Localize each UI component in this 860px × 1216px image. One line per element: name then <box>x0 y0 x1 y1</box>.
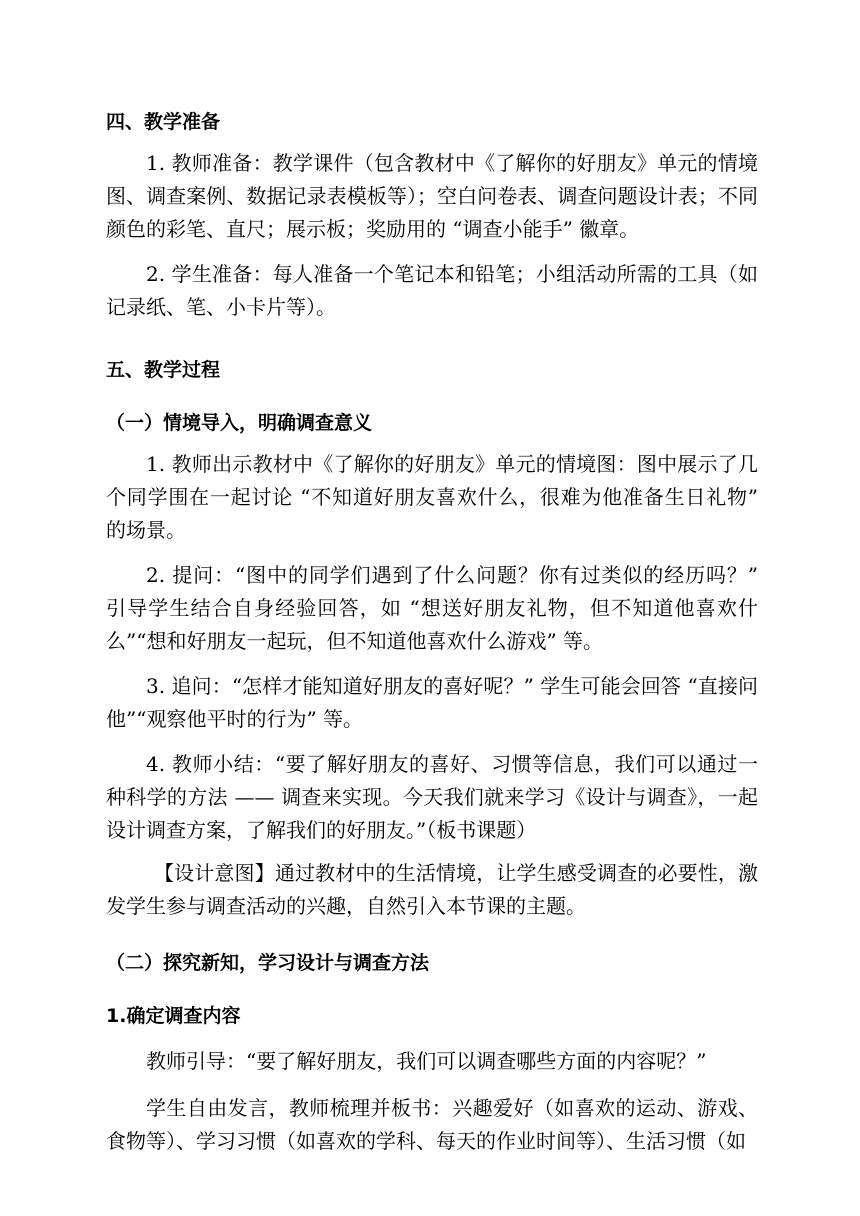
document-page <box>106 96 758 1158</box>
paragraph-intro-3: 3. 追问：“怎样才能知道好朋友的喜好呢？” 学生可能会回答 “直接问他”“观察他平时的行为” 等。 <box>106 674 758 731</box>
section-heading-process: 五、教学过程 <box>106 359 221 381</box>
paragraph-explore-2: 学生自由发言，教师梳理并板书：兴趣爱好（如喜欢的运动、游戏、食物等）、学习习惯（如喜欢的学科、每天的作业时间等）、生活习惯（如 <box>106 1096 758 1153</box>
subsection-heading-explore: （二）探究新知，学习设计与调查方法 <box>106 952 430 974</box>
paragraph-design-intent: 【设计意图】通过教材中的生活情境，让学生感受调查的必要性，激发学生参与调查活动的兴趣，自然引入本节课的主题。 <box>106 861 758 918</box>
subsection-heading-intro: （一）情境导入，明确调查意义 <box>106 412 373 434</box>
paragraph-student-preparation: 2. 学生准备：每人准备一个笔记本和铅笔；小组活动所需的工具（如记录纸、笔、小卡片等）。 <box>106 262 758 319</box>
section-heading-preparation: 四、教学准备 <box>106 111 221 133</box>
paragraph-intro-2: 2. 提问：“图中的同学们遇到了什么问题？你有过类似的经历吗？” 引导学生结合自身经验回答，如 “想送好朋友礼物，但不知道他喜欢什么”“想和好朋友一起玩，但不知道他喜欢什么游戏” 等。 <box>106 563 758 653</box>
paragraph-intro-4: 4. 教师小结：“要了解好朋友的喜好、习惯等信息，我们可以通过一种科学的方法 —— 调查来实现。今天我们就来学习《设计与调查》，一起设计调查方案，了解我们的好朋友。”（板书课题） <box>106 752 758 842</box>
paragraph-explore-1: 教师引导：“要了解好朋友，我们可以调查哪些方面的内容呢？” <box>146 1049 707 1073</box>
paragraph-teacher-preparation: 1. 教师准备：教学课件（包含教材中《了解你的好朋友》单元的情境图、调查案例、数据记录表模板等）；空白问卷表、调查问题设计表；不同颜色的彩笔、直尺；展示板；奖励用的 “调查小能手” 徽章。 <box>106 151 758 241</box>
paragraph-intro-1: 1. 教师出示教材中《了解你的好朋友》单元的情境图：图中展示了几个同学围在一起讨论 “不知道好朋友喜欢什么，很难为他准备生日礼物” 的场景。 <box>106 452 758 542</box>
item-heading-content: 1.确定调查内容 <box>106 1005 241 1027</box>
